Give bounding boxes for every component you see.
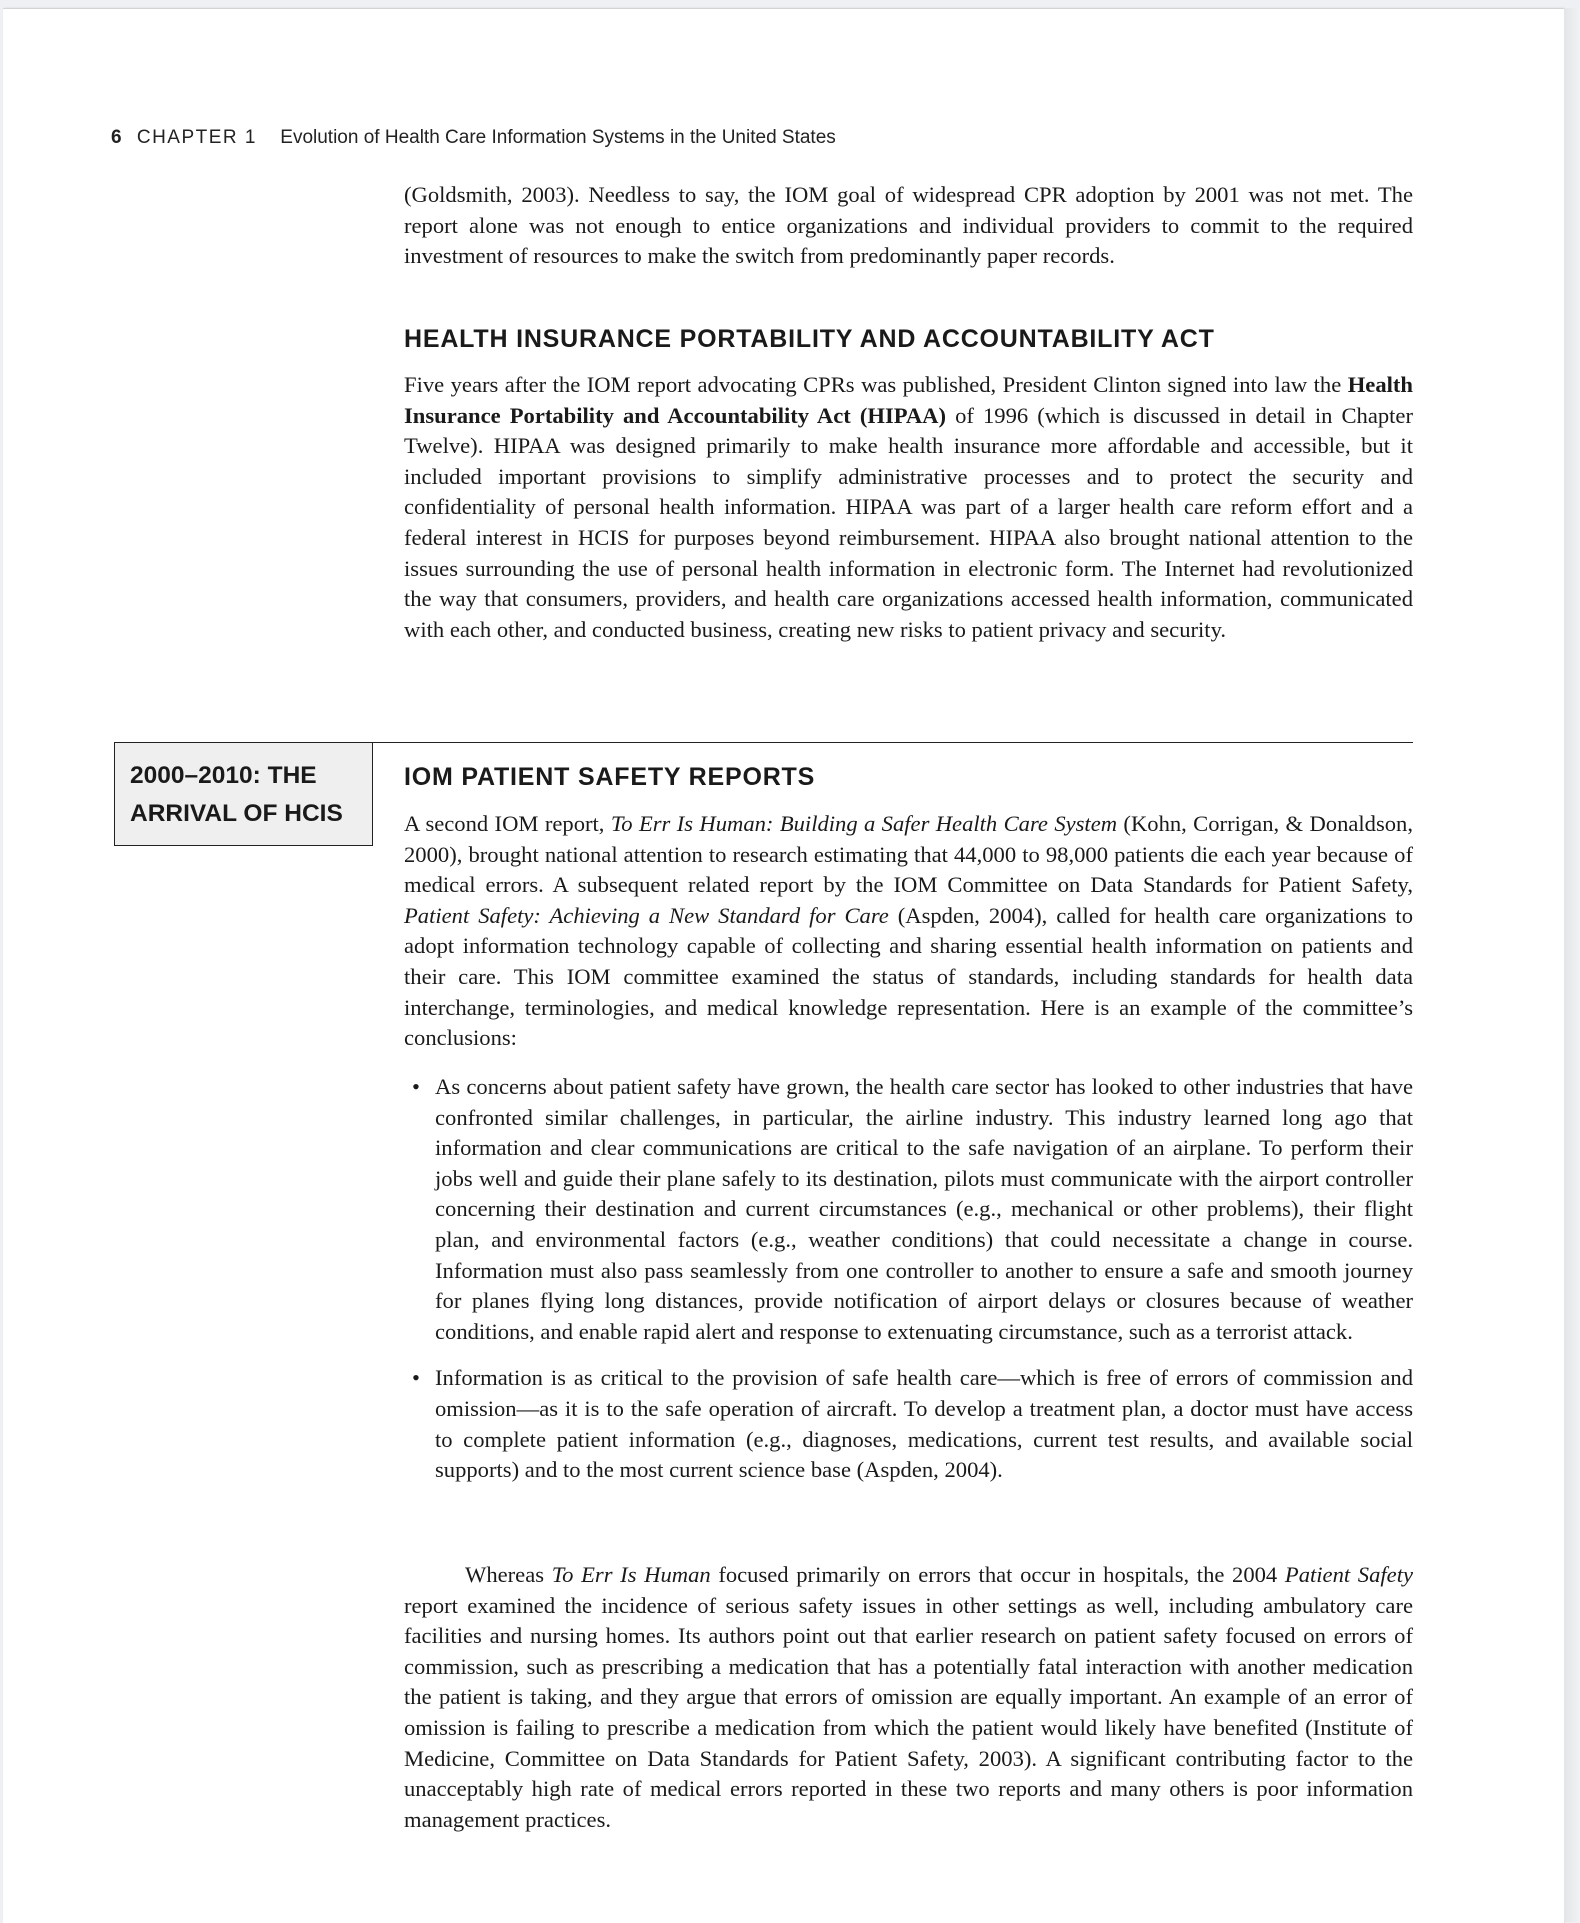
iom-paragraph-1 (404, 809, 1413, 1054)
chapter-title: Evolution of Health Care Information Systems in the United States (280, 127, 836, 148)
iom-p1-title-to-err: To Err Is Human: Building a Safer Health Care System (610, 811, 1118, 836)
iom-p1-text-c: (Aspden, 2004), called for health care organizations to adopt information technology capable of collecting and sharing essential health information on patients and their care. This IOM committee examined the status of standards, including standards for health data interchange, terminologies, and medical knowledge representation. Here is an example of the committee’s conclusions: (404, 902, 1413, 1051)
section-heading-hipaa: HEALTH INSURANCE PORTABILITY AND ACCOUNTABILITY ACT (404, 325, 1215, 353)
hipaa-bold-term: Health Insurance Portability and Accountability Act (HIPAA) (404, 372, 1413, 428)
page-number: 6 (111, 127, 122, 148)
section-divider (373, 742, 1413, 743)
hipaa-text-end: of 1996 (which is discussed in detail in Chapter Twelve). HIPAA was designed primarily to make health insurance more affordable and accessible, but it included important provisions to simplify administrative processes and to protect the security and confidentiality of personal health information. HIPAA was part of a larger health care reform effort and a federal interest in HCIS for purposes beyond reimbursement. HIPAA also brought national attention to the issues surrounding the use of personal health information in electronic form. The Internet had revolutionized the way that consumers, providers, and health care organizations accessed health information, communicated with each other, and conducted business, creating new risks to patient privacy and security. (404, 402, 1413, 642)
running-head (111, 127, 836, 149)
list-item-text: Information is as critical to the provision of safe health care—which is free of errors of commission and omission—as it is to the safe operation of aircraft. To develop a treatment plan, a doctor must have access to complete patient information (e.g., diagnoses, medications, current test results, and available social supports) and to the most current science base (Aspden, 2004). (435, 1365, 1413, 1483)
section-heading-iom: IOM PATIENT SAFETY REPORTS (404, 763, 816, 791)
hipaa-paragraph (404, 370, 1413, 645)
iom-p2-title-patient-safety: Patient Safety (1284, 1562, 1414, 1587)
iom-paragraph-2 (404, 1560, 1413, 1835)
iom-p1-title-patient-safety: Patient Safety: Achieving a New Standard for Care (404, 902, 889, 928)
sidebar-line-2: ARRIVAL OF HCIS (130, 800, 343, 827)
list-item-text: As concerns about patient safety have grown, the health care sector has looked to other industries that have confronted similar challenges, in particular, the airline industry. This industry learned long ago that information and clear communications are critical to the safe navigation of an airplane. To perform their jobs well and guide their plane safely to its destination, pilots must communicate with the airport controller concerning their destination and current circumstances (e.g., mechanical or other problems), their flight plan, and environmental factors (e.g., weather conditions) that could necessitate a change in course. Information must also pass seamlessly from one controller to another to ensure a safe and smooth journey for planes flying long distances, provide notification of airport delays or closures because of weather conditions, and enable rapid alert and response to extenuating circumstance, such as a terrorist attack. (435, 1074, 1413, 1344)
list-item (404, 1363, 1413, 1485)
iom-p2-title-to-err: To Err Is Human (551, 1562, 711, 1587)
sidebar-line-1: 2000–2010: THE (130, 762, 317, 789)
page-edge-shadow (1564, 8, 1580, 1922)
iom-p1-text-b: (Kohn, Corrigan, & Donaldson, 2000), brought national attention to research estimating that 44,000 to 98,000 patients die each year because of medical errors. A subsequent related report by the IOM Committee on Data Standards for Patient Safety, (404, 811, 1413, 898)
hipaa-text-start: Five years after the IOM report advocating CPRs was published, President Clinton signed into law the (404, 372, 1348, 397)
list-item (404, 1072, 1413, 1347)
iom-p2-text-b: focused primarily on errors that occur in hospitals, the 2004 (710, 1562, 1285, 1587)
margin-sidebar-box (114, 742, 373, 846)
iom-p1-text-a: A second IOM report, (404, 811, 611, 836)
intro-paragraph: (Goldsmith, 2003). Needless to say, the IOM goal of widespread CPR adoption by 2001 was not met. The report alone was not enough to entice organizations and individual providers to commit to the required investment of resources to make the switch from predominantly paper records. (404, 182, 1413, 269)
iom-p2-text-a: Whereas (465, 1562, 552, 1587)
iom-p2-text-c: report examined the incidence of serious safety issues in other settings as well, including ambulatory care facilities and nursing homes. Its authors point out that earlier research on patient safety focused on errors of commission, such as prescribing a medication that has a potentially fatal interaction with another medication the patient is taking, and they argue that errors of omission are equally important. An example of an error of omission is failing to prescribe a medication from which the patient would likely have benefited (Institute of Medicine, Committee on Data Standards for Patient Safety, 2003). A significant contributing factor to the unacceptably high rate of medical errors reported in these two reports and many others is poor information management practices. (404, 1592, 1413, 1832)
chapter-label: CHAPTER 1 (136, 127, 257, 148)
bullet-icon: • (412, 1365, 420, 1391)
conclusions-list (404, 1072, 1413, 1486)
bullet-icon: • (412, 1074, 420, 1099)
document-page (3, 8, 1564, 1923)
